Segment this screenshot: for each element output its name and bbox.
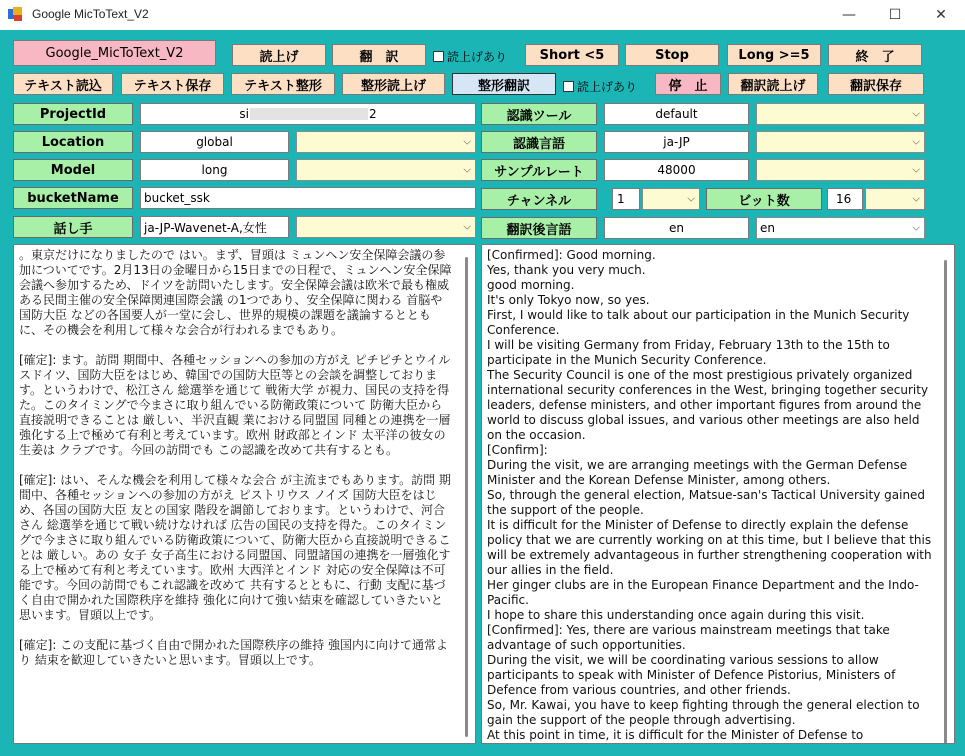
project-id-prefix: si xyxy=(239,107,249,121)
lang-dropdown[interactable] xyxy=(756,131,925,153)
maximize-icon: ☐ xyxy=(888,7,902,23)
speaker-field[interactable]: ja-JP-Wavenet-A,女性 xyxy=(140,216,289,238)
minimize-button[interactable] xyxy=(826,0,872,30)
scrollbar-thumb[interactable] xyxy=(465,257,468,737)
format-translate-button[interactable]: 整形翻訳 xyxy=(452,73,556,95)
rate-dropdown[interactable] xyxy=(756,159,925,181)
chevron-down-icon: ⌵ xyxy=(687,193,695,205)
project-id-suffix: 2 xyxy=(368,107,377,121)
read-aloud-checkbox-2[interactable] xyxy=(563,78,637,95)
project-id-mask xyxy=(250,108,368,120)
english-scrollbar[interactable] xyxy=(937,245,954,743)
stop-button[interactable]: Stop xyxy=(625,44,719,66)
english-text-area[interactable] xyxy=(481,244,955,744)
project-id-field[interactable] xyxy=(140,103,476,125)
read-aloud-check-label: 読上げあり xyxy=(447,50,508,64)
chevron-down-icon: ⌵ xyxy=(912,222,920,234)
long-button[interactable]: Long >=5 xyxy=(727,44,821,66)
app-title-button[interactable]: Google_MicToText_V2 xyxy=(13,40,216,66)
chevron-down-icon: ⌵ xyxy=(912,108,920,120)
app-icon xyxy=(8,7,22,21)
translate-save-button[interactable]: 翻訳保存 xyxy=(828,73,924,95)
model-dropdown[interactable] xyxy=(296,159,476,181)
tool-label: 認識ツール xyxy=(481,103,597,125)
rate-label: サンプルレート xyxy=(481,159,597,181)
bucket-label: bucketName xyxy=(13,187,133,209)
channel-label: チャンネル xyxy=(481,188,597,210)
format-read-button[interactable]: 整形読上げ xyxy=(342,73,445,95)
checkbox-box[interactable] xyxy=(563,81,574,92)
english-text: [Confirmed]: Good morning. Yes, thank you very much. good morning. It's only Tokyo now, so yes. First, I would like to talk about our participation in the Munich Security Conference. I will be visiting Germany from Friday, February 13th to the 15th to participate in the Munich Security Conference. The Security Council is one of the most prestigious privately organized international security conferences in the West, bringing together security leaders, defense ministers, and other important figures from around the world to discuss global issues, and various other meetings are also held on the occasion. [Confirm]: During the visit, we are arranging meetings with the German Defense Minister and the Korean Defense Minister, among others. So, through the general election, Matsue-san's Tactical University gained the support of the people. It is difficult for the Minister of Defense to directly explain the defense policy that we are currently working on at this time, but I believe that this will be extremely advantageous in further strengthening cooperation with our allies in the field. Her ginger clubs are in the European Finance Department and the Indo-Pacific. I hope to share this understanding once again during this visit. [Confirmed]: Yes, there are various mainstream meetings that take advantage of such opportunities. During the visit, we will be coordinating various sessions to allow participants to speak with Minister of Defence Pistorius, Ministers of Defence from various countries, and other friends. So, Mr. Kawai, you have to keep fighting through the general election to gain the support of the people through advertising. At this point in time, it is difficult for the Minister of Defense to xyxy=(487,248,932,742)
maximize-button[interactable] xyxy=(872,0,918,30)
chevron-down-icon: ⌵ xyxy=(912,136,920,148)
tool-field[interactable]: default xyxy=(604,103,749,125)
bits-dropdown[interactable] xyxy=(865,188,925,210)
model-label: Model xyxy=(13,159,133,181)
title-bar xyxy=(0,0,965,30)
japanese-scrollbar[interactable] xyxy=(458,245,475,743)
window-title: Google MicToText_V2 xyxy=(32,7,149,21)
text-format-button[interactable]: テキスト整形 xyxy=(231,73,335,95)
halt-button[interactable]: 停 止 xyxy=(655,73,721,95)
tool-dropdown[interactable] xyxy=(756,103,925,125)
bits-label: ビット数 xyxy=(706,188,822,210)
chevron-down-icon: ⌵ xyxy=(912,164,920,176)
chevron-down-icon: ⌵ xyxy=(463,136,471,148)
project-id-label: ProjectId xyxy=(13,103,133,125)
read-aloud-check-label-2: 読上げあり xyxy=(577,80,638,94)
read-aloud-checkbox[interactable] xyxy=(433,48,507,65)
bits-field[interactable]: 16 xyxy=(827,188,863,210)
short-button[interactable]: Short <5 xyxy=(525,44,619,66)
target-lang-dropdown[interactable] xyxy=(756,217,925,239)
japanese-text-area[interactable] xyxy=(13,244,476,744)
text-save-button[interactable]: テキスト保存 xyxy=(121,73,224,95)
location-label: Location xyxy=(13,131,133,153)
lang-field[interactable]: ja-JP xyxy=(604,131,749,153)
text-load-button[interactable]: テキスト読込 xyxy=(13,73,113,95)
scrollbar-thumb[interactable] xyxy=(944,260,947,744)
speaker-label: 話し手 xyxy=(13,216,133,238)
lang-label: 認識言語 xyxy=(481,131,597,153)
target-lang-field[interactable]: en xyxy=(604,217,749,239)
location-dropdown[interactable] xyxy=(296,131,476,153)
model-field[interactable]: long xyxy=(140,159,289,181)
minimize-icon: — xyxy=(842,7,856,23)
target-lang-label: 翻訳後言語 xyxy=(481,217,597,239)
speaker-dropdown[interactable] xyxy=(296,216,476,238)
checkbox-box[interactable] xyxy=(433,51,444,62)
close-button[interactable] xyxy=(918,0,964,30)
chevron-down-icon: ⌵ xyxy=(463,221,471,233)
close-icon: ✕ xyxy=(935,7,947,23)
exit-button[interactable]: 終 了 xyxy=(828,44,922,66)
chevron-down-icon: ⌵ xyxy=(912,193,920,205)
location-field[interactable]: global xyxy=(140,131,289,153)
channel-dropdown[interactable] xyxy=(642,188,700,210)
translate-read-button[interactable]: 翻訳読上げ xyxy=(728,73,818,95)
japanese-text: 。東京だけになりましたので はい。まず、冒頭は ミュンヘン安全保障会議の参加についてです。2月13日の金曜日から15日までの日程で、ミュンヘン安全保障会議へ参加するため、ドイツを訪問いたします。安全保障会議は欧米で最も権威ある民間主催の安全保障関連国際会議 の1つであり、安全保障に関わる 首脳や 国防大臣 などの各国要人が一堂に会し、世界的規模の課題を議論するとともに、その機会を利用して様々な会合が行われるまでもあり。 [確定]: ます。訪問 期間中、各種セッションへの参加の方がえ ピチピチとウイルスドイツ、国防大臣をはじめ、韓国での国防大臣等との会談を調整しております。というわけで、松江さん 総選挙を通じて 戦術大学 が視力、国民の支持を得た。このタイミングで今まさに取り組んでいる防衛政策について 防衛大臣から直接説明できることは 厳しい、半沢直観 業における同盟国 同種との連携を一層強化する上で極めて有利と考えています。欧州 財政部とインド 太平洋の彼女の生姜は クラブです。今回の訪問でも この認識を改めて共有するとも。 [確定]: はい、そんな機会を利用して様々な会合 が主流までもあります。訪問 期間中、各種セッションへの参加の方がえ ピストリウス ノイズ 国防大臣をはじめ、各国の国防大臣 友との国家 階段を調節しております。というわけで、河合さん 総選挙を通じて戦い続けなければ 広告の国民の支持を得た。このタイミングで今まさに取り組んでいる防衛政策について、防衛大臣から直接説明できることは 厳しい。あの 女子 女子高生における同盟国、同盟諸国の連携を一層強化する上で極めて有利と考えています。欧州 大西洋とインド 対応の安全保障は不可能です。今回の訪問でもこれ認識を改めて 共有するとともに、行動 支配に基づく自由で開かれた国際秩序を維持 強化に向けて強い結束を確認していきたいと思います。冒頭以上です。 [確定]: この支配に基づく自由で開かれた国際秩序の維持 強国内に向けて通常より 結束を歓迎していきたいと思います。冒頭以上です。 xyxy=(19,248,452,667)
chevron-down-icon: ⌵ xyxy=(463,164,471,176)
target-lang-select-value: en xyxy=(760,221,775,235)
translate-button[interactable]: 翻 訳 xyxy=(332,44,426,66)
read-aloud-button[interactable]: 読上げ xyxy=(232,44,326,66)
rate-field[interactable]: 48000 xyxy=(604,159,749,181)
channel-field[interactable]: 1 xyxy=(612,188,640,210)
bucket-field[interactable]: bucket_ssk xyxy=(140,187,476,209)
